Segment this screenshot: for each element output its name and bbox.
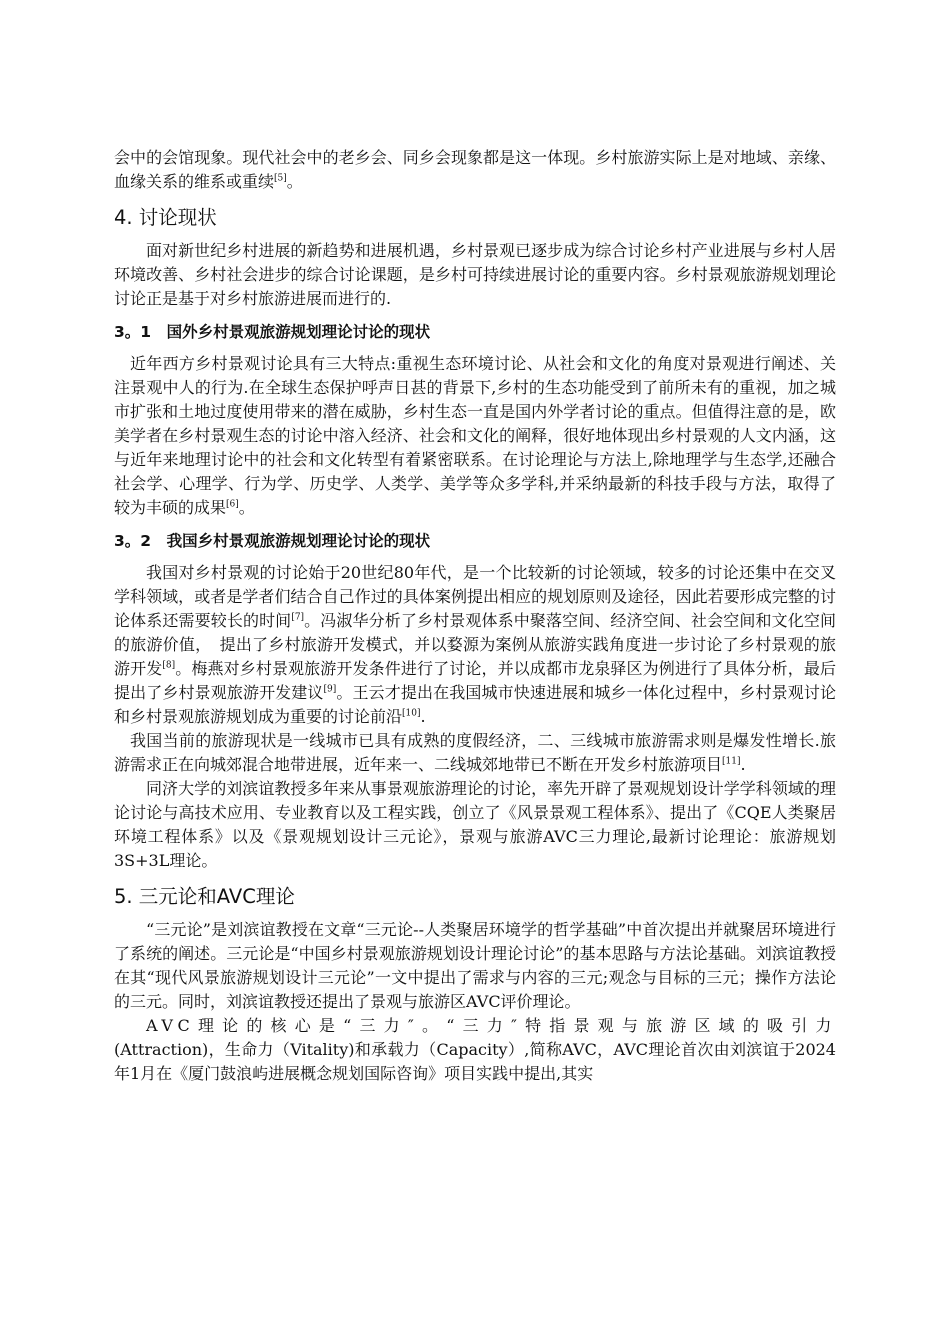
text-run: . [420,707,426,726]
text-run: (Attraction)，生命力（Vitality)和承载力（Capacity）,简称AVC，AVC理论首次由刘滨谊于2024年1月在《厦门鼓浪屿进展概念规划国际咨询》项目实践中提出,其实 [114,1040,836,1083]
text-run: 会中的会馆现象。现代社会中的老乡会、同乡会现象都是这一体现。乡村旅游实际上是对地域、亲缘、血缘关系的维系或重续 [114,148,836,191]
text-run: 。梅燕对乡村景观旅游开发条件进行了讨论，并以成都市龙泉驿区为例进行了具体分析，最后提出了乡村景观旅游开发建议 [114,659,836,702]
heading-3-1: 3。1 国外乡村景观旅游规划理论讨论的现状 [114,323,431,341]
paragraph-tourism-status [114,729,836,777]
text-run: 。 [238,498,255,517]
citation: [5] [274,173,287,184]
paragraph-three-element-theory: “三元论”是刘滨谊教授在文章“三元论--人类聚居环境学的哲学基础”中首次提出并就聚居环境进行了系统的阐述。三元论是“中国乡村景观旅游规划设计理论讨论”的基本思路与方法论基础。刘滨谊教授在其“现代风景旅游规划设计三元论”一文中提出了需求与内容的三元;观念与目标的三元；操作方法论的三元。同时，刘滨谊教授还提出了景观与旅游区AVC评价理论。 [114,920,836,1011]
citation: [10] [402,708,421,719]
text-run: 近年西方乡村景观讨论具有三大特点:重视生态环境讨论、从社会和文化的角度对景观进行阐述、关注景观中人的行为.在全球生态保护呼声日甚的背景下,乡村的生态功能受到了前所未有的重视，加之城市扩张和土地过度使用带来的潜在威胁，乡村生态一直是国内外学者讨论的重点。但值得注意的是，欧美学者在乡村景观生态的讨论中溶入经济、社会和文化的阐释，很好地体现出乡村景观的人文内涵，这与近年来地理讨论中的社会和文化转型有着紧密联系。在讨论理论与方法上,除地理学与生态学,还融合社会学、心理学、行为学、历史学、人类学、美学等众多学科,并采纳最新的科技手段与方法，取得了较为丰硕的成果 [114,354,836,517]
heading-section-5: 5. 三元论和AVC理论 [114,885,295,908]
text-run: AVC理论的核心是“三力″。“三力″特指景观与旅游区域的吸引力 [146,1016,836,1035]
citation: [6] [226,499,239,510]
paragraph-3-1 [114,352,836,520]
citation: [8] [162,660,176,671]
text-run: . [740,755,746,774]
text-run: 我国对乡村景观的讨论始于20世纪80年代，是一个比较新的讨论领域，较多的讨论还集中在交叉学科领域，或者是学者们结合自己作过的具体案例提出相应的规划原则及途径，因此若要形成完整的讨论体系还需要较长的时间 [114,563,836,630]
paragraph-liu-binyi: 同济大学的刘滨谊教授多年来从事景观旅游理论的讨论，率先开辟了景观规划设计学学科领域的理论讨论与高技术应用、专业教育以及工程实践，创立了《风景景观工程体系》、提出了《CQE人类聚居环境工程体系》以及《景观规划设计三元论》，景观与旅游AVC三力理论,最新讨论理论：旅游规划3S+3L理论。 [114,779,836,870]
document-page [114,146,836,1086]
text-run: 我国当前的旅游现状是一线城市已具有成熟的度假经济，二、三线城市旅游需求则是爆发性增长.旅游需求正在向城郊混合地带进展，近年来一、二线城郊地带已不断在开发乡村旅游项目 [114,731,836,774]
paragraph-3-2 [114,561,836,729]
heading-section-4: 4. 讨论现状 [114,206,217,229]
paragraph-section-4: 面对新世纪乡村进展的新趋势和进展机遇，乡村景观已逐步成为综合讨论乡村产业进展与乡村人居环境改善、乡村社会进步的综合讨论课题，是乡村可持续进展讨论的重要内容。乡村景观旅游规划理论讨论正是基于对乡村旅游进展而进行的. [114,241,836,308]
text-run: 。冯淑华分析了乡村景观体系中聚落空间、经济空间、社会空间和文化空间的旅游价值， 提出了乡村旅游开发模式，并以婺源为案例从旅游实践角度进一步讨论了乡村景观的旅游开发 [114,611,836,678]
text-run: 。 [286,172,303,191]
text-run: 。王云才提出在我国城市快速进展和城乡一体化过程中，乡村景观讨论和乡村景观旅游规划成为重要的讨论前沿 [114,683,836,726]
paragraph-avc-theory [114,1014,836,1086]
citation: [11] [722,756,741,767]
citation: [9] [323,684,337,695]
paragraph-intro [114,146,836,194]
heading-3-2: 3。2 我国乡村景观旅游规划理论讨论的现状 [114,532,431,550]
citation: [7] [291,612,305,623]
